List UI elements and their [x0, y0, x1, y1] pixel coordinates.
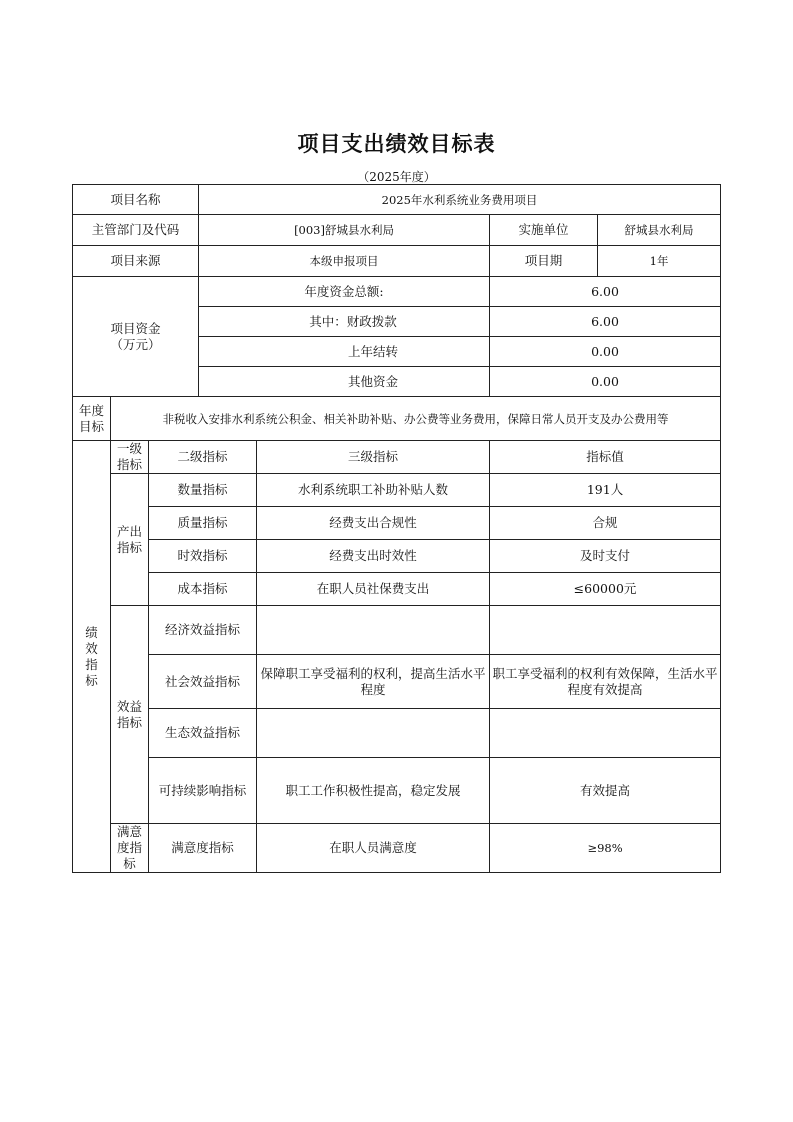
level3-cell: 经费支出时效性	[257, 540, 490, 573]
row-indicator-header	[73, 441, 721, 474]
annual-goal-label	[73, 397, 111, 441]
table-row	[73, 606, 721, 655]
value-cell: 191人	[490, 474, 721, 507]
period-label: 项目期	[490, 246, 598, 277]
project-name-label: 项目名称	[73, 185, 199, 215]
satisfaction-label-line3: 标	[123, 856, 136, 871]
row-funds-total	[73, 277, 721, 307]
funds-label	[73, 277, 199, 397]
value-cell: 职工享受福利的权利有效保障，生活水平程度有效提高	[490, 655, 721, 709]
value-cell: 合规	[490, 507, 721, 540]
level2-cell: 成本指标	[149, 573, 257, 606]
header-level1-line1: 一级	[116, 441, 142, 456]
project-name-value: 2025年水利系统业务费用项目	[199, 185, 721, 215]
funds-label-line2: （万元）	[110, 336, 161, 352]
level2-cell: 数量指标	[149, 474, 257, 507]
benefit-label-line1: 效益	[116, 698, 142, 714]
table-row	[73, 758, 721, 824]
funds-fiscal-value: 6.00	[490, 307, 721, 337]
annual-goal-text: 非税收入安排水利系统公积金、相关补助补贴、办公费等业务费用，保障日常人员开支及办公费用等	[111, 397, 721, 441]
level3-cell	[257, 709, 490, 758]
header-level3: 三级指标	[257, 441, 490, 474]
unit-value: 舒城县水利局	[598, 215, 721, 246]
level3-cell	[257, 606, 490, 655]
header-level2: 二级指标	[149, 441, 257, 474]
level3-cell: 在职人员满意度	[257, 824, 490, 873]
section-label-char: 绩	[85, 624, 98, 640]
level2-cell: 时效指标	[149, 540, 257, 573]
table-row	[73, 824, 721, 873]
satisfaction-label-line1: 满意	[116, 824, 142, 839]
section-label-char: 指	[85, 656, 98, 672]
level2-cell: 可持续影响指标	[149, 758, 257, 824]
table-row	[73, 474, 721, 507]
level3-cell: 在职人员社保费支出	[257, 573, 490, 606]
benefit-label-line2: 指标	[116, 714, 142, 730]
table-row	[73, 507, 721, 540]
section-label-char: 标	[85, 672, 98, 688]
table-row	[73, 573, 721, 606]
value-cell	[490, 709, 721, 758]
row-department	[73, 215, 721, 246]
dept-value: [003]舒城县水利局	[199, 215, 490, 246]
funds-other-label: 其他资金	[199, 367, 490, 397]
table-row	[73, 540, 721, 573]
funds-label-line1: 项目资金	[110, 320, 161, 336]
header-level1-line2: 指标	[116, 457, 142, 472]
header-value: 指标值	[490, 441, 721, 474]
satisfaction-indicator-label	[111, 824, 149, 873]
header-level1	[111, 441, 149, 474]
value-cell	[490, 606, 721, 655]
value-cell: 及时支付	[490, 540, 721, 573]
funds-total-value: 6.00	[490, 277, 721, 307]
level2-cell: 满意度指标	[149, 824, 257, 873]
table-row	[73, 655, 721, 709]
level2-cell: 质量指标	[149, 507, 257, 540]
funds-fiscal-label: 其中：财政拨款	[199, 307, 490, 337]
row-annual-goal	[73, 397, 721, 441]
output-indicator-label	[111, 474, 149, 606]
page-subtitle-year: （2025年度）	[357, 170, 436, 184]
table-row	[73, 709, 721, 758]
level3-cell: 保障职工享受福利的权利，提高生活水平程度	[257, 655, 490, 709]
period-value: 1年	[598, 246, 721, 277]
row-project-name	[73, 185, 721, 215]
source-label: 项目来源	[73, 246, 199, 277]
value-cell: 有效提高	[490, 758, 721, 824]
funds-total-label: 年度资金总额:	[199, 277, 490, 307]
funds-other-value: 0.00	[490, 367, 721, 397]
section-label-char: 效	[85, 640, 98, 656]
satisfaction-label-line2: 度指	[116, 840, 142, 855]
funds-carryover-value: 0.00	[490, 337, 721, 367]
funds-carryover-label: 上年结转	[199, 337, 490, 367]
level3-cell: 职工工作积极性提高，稳定发展	[257, 758, 490, 824]
row-source	[73, 246, 721, 277]
annual-goal-label-line2: 目标	[78, 418, 104, 434]
level2-cell: 经济效益指标	[149, 606, 257, 655]
benefit-indicator-label	[111, 606, 149, 824]
source-value: 本级申报项目	[199, 246, 490, 277]
unit-label: 实施单位	[490, 215, 598, 246]
level3-cell: 经费支出合规性	[257, 507, 490, 540]
annual-goal-label-line1: 年度	[78, 402, 104, 418]
performance-goal-table	[72, 184, 721, 873]
output-label-line1: 产出	[116, 523, 142, 539]
dept-label: 主管部门及代码	[73, 215, 199, 246]
output-label-line2: 指标	[116, 539, 142, 555]
value-cell: ≤60000元	[490, 573, 721, 606]
indicators-section-label	[73, 441, 111, 873]
page-title: 项目支出绩效目标表	[297, 132, 496, 156]
level3-cell: 水利系统职工补助补贴人数	[257, 474, 490, 507]
level2-cell: 社会效益指标	[149, 655, 257, 709]
level2-cell: 生态效益指标	[149, 709, 257, 758]
value-cell: ≥98%	[490, 824, 721, 873]
